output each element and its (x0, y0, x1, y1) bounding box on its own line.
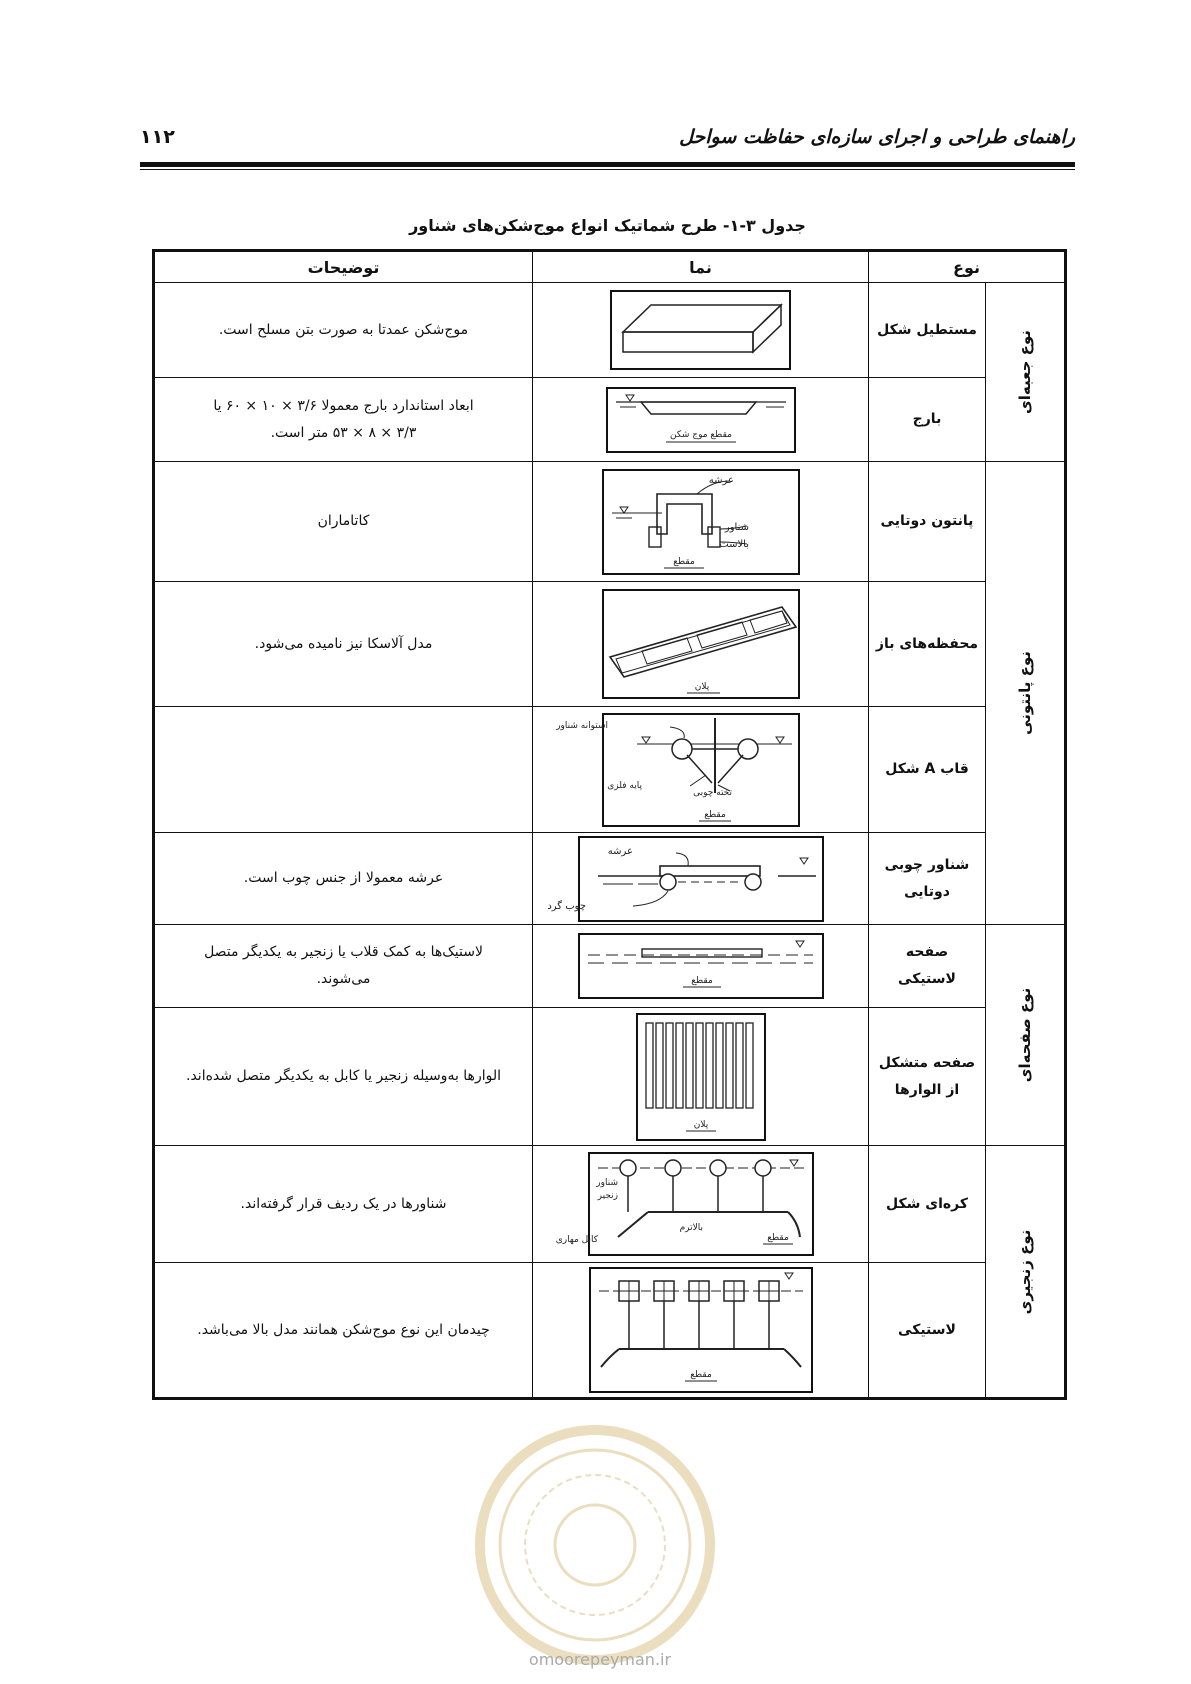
svg-text:مقطع: مقطع (690, 976, 713, 986)
desc-cell: ابعاد استاندارد بارج معمولا ۳/۶ × ۱۰ × ۶۰ یا ۳/۳ × ۸ × ۵۳ متر است. (154, 378, 533, 462)
type-cell: شناور چوبی دوتایی (869, 833, 986, 925)
type-cell: قاب A شکل (869, 707, 986, 833)
type-cell: صفحه لاستیکی (869, 925, 986, 1008)
desc-cell: الوارها به‌وسیله زنجیر یا کابل به یکدیگر متصل شده‌اند. (154, 1008, 533, 1146)
table-row (154, 1008, 1066, 1146)
table-row (154, 707, 1066, 833)
group-pontoon-type: نوع پانتونی (986, 462, 1066, 925)
type-cell: مستطیل شکل (869, 283, 986, 378)
figure-spherical (533, 1146, 869, 1263)
type-cell: کره‌ای شکل (869, 1146, 986, 1263)
fig-label: مقطع موج شکن (669, 429, 732, 440)
col-header-desc: توضیحات (154, 251, 533, 283)
col-header-view: نما (533, 251, 869, 283)
table-row (154, 378, 1066, 462)
table-row (154, 925, 1066, 1008)
table-row (154, 582, 1066, 707)
table-row (154, 462, 1066, 582)
svg-text:شناور: شناور (595, 1178, 618, 1188)
svg-text:شناور: شناور (724, 521, 749, 533)
table-caption: جدول ۳-۱- طرح شماتیک انواع موج‌شکن‌های شناور (409, 216, 806, 235)
table-header-row (154, 251, 1066, 283)
svg-text:چوب گرد: چوب گرد (546, 900, 586, 912)
group-chain-type: نوع زنجیری (986, 1146, 1066, 1399)
figure-barge (533, 378, 869, 462)
type-cell: محفظه‌های باز (869, 582, 986, 707)
svg-text:پلان: پلان (694, 682, 709, 692)
figure-twin-pontoon (533, 462, 869, 582)
book-title: راهنمای طراحی و اجرای سازه‌ای حفاظت سواحل (679, 126, 1075, 148)
figure-rectangular (533, 283, 869, 378)
desc-cell: چیدمان این نوع موج‌شکن همانند مدل بالا می‌باشد. (154, 1263, 533, 1399)
figure-tire-chain (533, 1263, 869, 1399)
svg-text:تخته چوبی: تخته چوبی (692, 787, 732, 798)
svg-text:مقطع: مقطع (766, 1233, 789, 1243)
svg-text:عرشه: عرشه (708, 474, 734, 486)
svg-text:عرشه: عرشه (607, 845, 633, 857)
svg-text:مقطع: مقطع (703, 809, 726, 820)
type-cell: پانتون دوتایی (869, 462, 986, 582)
col-header-type: نوع (869, 251, 1066, 283)
desc-cell (154, 707, 533, 833)
type-cell: لاستیکی (869, 1263, 986, 1399)
figure-tire-plate (533, 925, 869, 1008)
svg-text:بالاست: بالاست (718, 538, 749, 550)
figure-timber-plank-plate (533, 1008, 869, 1146)
header-rule-thin (140, 169, 1075, 170)
figure-open-compartments (533, 582, 869, 707)
table-row (154, 833, 1066, 925)
figure-twin-timber-float (533, 833, 869, 925)
floating-breakwater-table (152, 249, 1067, 1400)
table-row (154, 1263, 1066, 1399)
page-header (140, 126, 1075, 166)
desc-cell: کاتاماران (154, 462, 533, 582)
svg-text:زنجیر: زنجیر (597, 1191, 618, 1201)
desc-cell: مدل آلاسکا نیز نامیده می‌شود. (154, 582, 533, 707)
desc-cell: لاستیک‌ها به کمک قلاب یا زنجیر به یکدیگر متصل می‌شوند. (154, 925, 533, 1008)
svg-text:مقطع: مقطع (672, 556, 695, 567)
svg-text:مقطع: مقطع (689, 1370, 712, 1380)
page-number: ۱۱۲ (140, 126, 175, 148)
desc-cell: موج‌شکن عمدتا به صورت بتن مسلح است. (154, 283, 533, 378)
svg-text:استوانه شناور: استوانه شناور (555, 720, 608, 731)
table-row (154, 283, 1066, 378)
svg-text:پلان: پلان (693, 1119, 708, 1130)
header-rule-thick (140, 162, 1075, 167)
svg-text:بالاترم: بالاترم (679, 1223, 703, 1233)
watermark-text: omoorepeyman.ir (528, 1650, 672, 1669)
desc-cell: عرشه معمولا از جنس چوب است. (154, 833, 533, 925)
desc-cell: شناورها در یک ردیف قرار گرفته‌اند. (154, 1146, 533, 1263)
watermark-seal (470, 1420, 720, 1670)
type-cell: بارج (869, 378, 986, 462)
svg-text:پایه فلزی: پایه فلزی (606, 780, 642, 791)
group-plate-type: نوع صفحه‌ای (986, 925, 1066, 1146)
type-cell: صفحه متشکل از الوارها (869, 1008, 986, 1146)
table-row (154, 1146, 1066, 1263)
group-box-type: نوع جعبه‌ای (986, 283, 1066, 462)
svg-text:کابل مهاری: کابل مهاری (555, 1235, 598, 1245)
figure-a-frame (533, 707, 869, 833)
